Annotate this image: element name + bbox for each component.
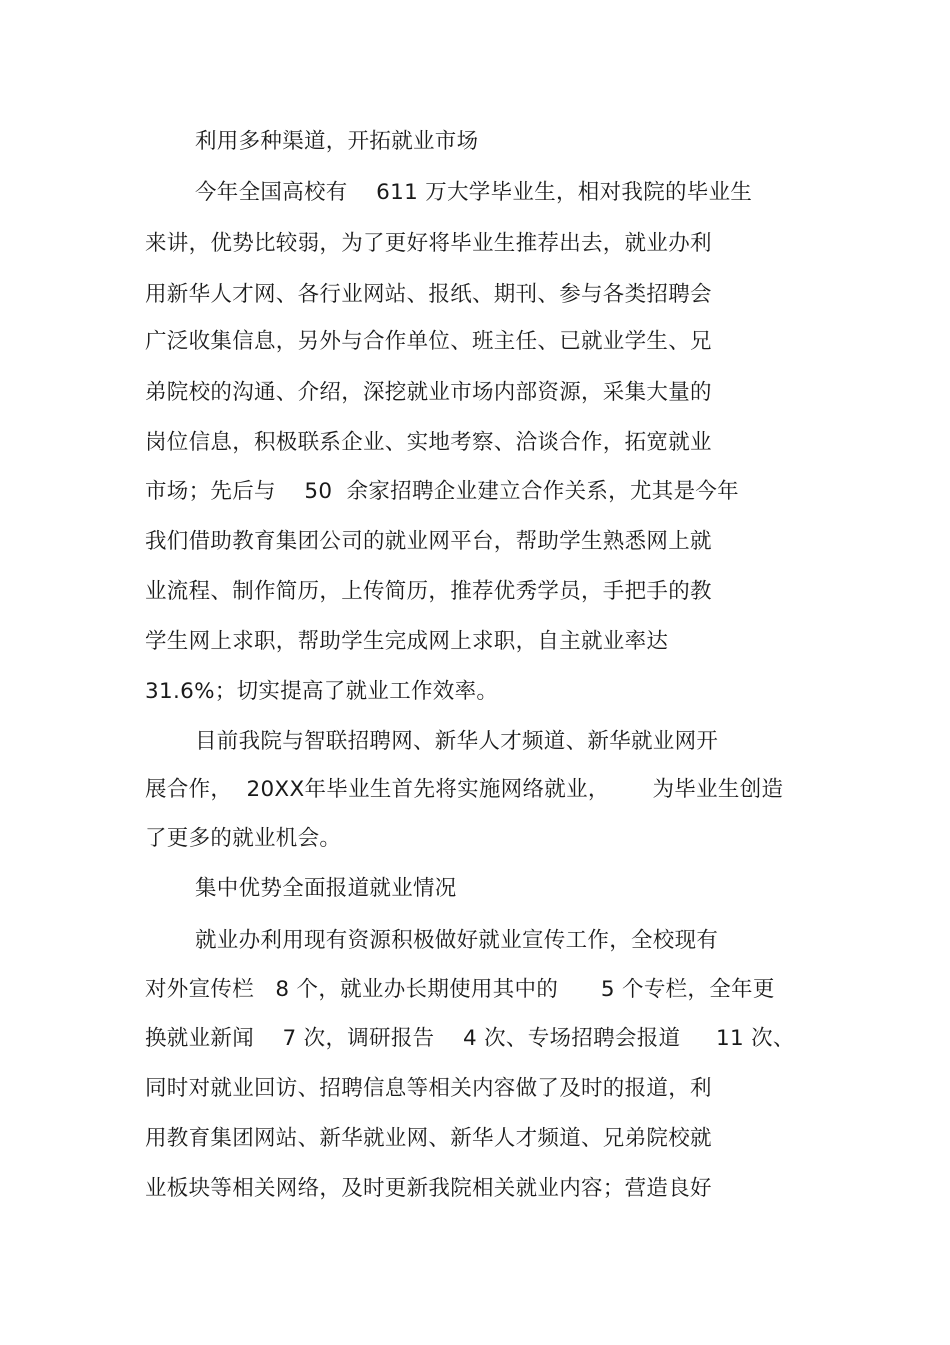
- paragraph-line: 今年全国高校有 611 万大学毕业生，相对我院的毕业生: [195, 180, 753, 205]
- paragraph-line: 业流程、制作简历，上传简历，推荐优秀学员，手把手的教: [145, 579, 712, 604]
- paragraph-line: 同时对就业回访、招聘信息等相关内容做了及时的报道，利: [145, 1076, 712, 1101]
- section-heading-channels: 利用多种渠道，开拓就业市场: [195, 129, 479, 154]
- paragraph-line: 换就业新闻 7 次，调研报告 4 次、专场招聘会报道 11 次、: [145, 1026, 795, 1051]
- paragraph-line: 用教育集团网站、新华就业网、新华人才频道、兄弟院校就: [145, 1126, 712, 1151]
- paragraph-line: 了更多的就业机会。: [145, 826, 342, 851]
- paragraph-line: 业板块等相关网络，及时更新我院相关就业内容；营造良好: [145, 1176, 712, 1201]
- paragraph-line: 对外宣传栏 8 个，就业办长期使用其中的 5 个专栏，全年更: [145, 977, 775, 1002]
- paragraph-line: 弟院校的沟通、介绍，深挖就业市场内部资源，采集大量的: [145, 380, 712, 405]
- paragraph-line: 我们借助教育集团公司的就业网平台，帮助学生熟悉网上就: [145, 529, 712, 554]
- paragraph-line: 展合作， 20XX年毕业生首先将实施网络就业， 为毕业生创造: [145, 777, 784, 802]
- section-heading-publicity: 集中优势全面报道就业情况: [195, 876, 457, 901]
- paragraph-line: 来讲，优势比较弱，为了更好将毕业生推荐出去，就业办利: [145, 231, 712, 256]
- paragraph-line: 岗位信息，积极联系企业、实地考察、洽谈合作，拓宽就业: [145, 430, 712, 455]
- paragraph-line: 就业办利用现有资源积极做好就业宣传工作，全校现有: [195, 928, 719, 953]
- paragraph-line: 市场；先后与 50 余家招聘企业建立合作关系，尤其是今年: [145, 479, 739, 504]
- paragraph-line: 目前我院与智联招聘网、新华人才频道、新华就业网开: [195, 729, 719, 754]
- paragraph-line: 学生网上求职，帮助学生完成网上求职，自主就业率达: [145, 629, 669, 654]
- paragraph-line: 31.6%；切实提高了就业工作效率。: [145, 679, 499, 704]
- paragraph-line: 广泛收集信息，另外与合作单位、班主任、已就业学生、兄: [145, 329, 712, 354]
- paragraph-line: 用新华人才网、各行业网站、报纸、期刊、参与各类招聘会: [145, 282, 712, 307]
